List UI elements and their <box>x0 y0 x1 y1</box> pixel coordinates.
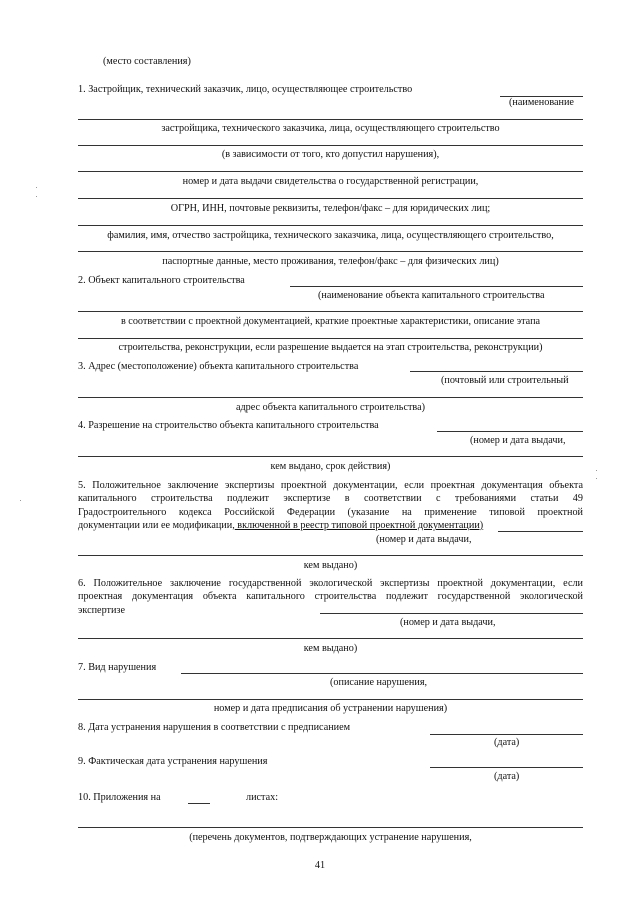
s9-caption-1: (дата) <box>494 771 520 782</box>
s6-line-1: 6. Положительное заключение государственной экологической экспертизы проектной документации, если <box>78 578 583 589</box>
s6-caption-1: (номер и дата выдачи, <box>400 617 496 628</box>
scan-speck <box>20 500 21 501</box>
s10-list-line[interactable] <box>78 827 583 828</box>
s2-caption-3: строительства, реконструкции, если разрешение выдается на этап строительства, реконструкции) <box>118 342 543 353</box>
s2-caption-1: (наименование объекта капитального строительства <box>318 290 545 301</box>
s2-name-line[interactable] <box>290 286 583 287</box>
s9-date-line[interactable] <box>430 767 583 768</box>
scan-speck <box>36 196 37 197</box>
s10-label-2: листах: <box>246 792 279 803</box>
s5-line-4-underlined: включенной в реестр типовой проектной документации) <box>234 519 484 531</box>
s3-line-2[interactable] <box>78 397 583 398</box>
page-number: 41 <box>314 860 326 871</box>
s7-caption-1: (описание нарушения, <box>330 677 428 688</box>
s8-label: 8. Дата устранения нарушения в соответствии с предписанием <box>78 722 351 733</box>
scan-speck <box>596 478 597 479</box>
s1-caption-6: фамилия, имя, отчество застройщика, технического заказчика, лица, осуществляющего строительство, <box>107 230 554 241</box>
s5-line-4-start: документации или ее модификации, <box>78 519 235 531</box>
s6-line-2: проектная документация объекта капитального строительства подлежит государственной экологической <box>78 591 583 603</box>
s1-label: 1. Застройщик, технический заказчик, лицо, осуществляющее строительство <box>78 84 413 95</box>
s2-caption-2: в соответствии с проектной документацией, краткие проектные характеристики, описание этапа <box>120 316 541 327</box>
s5-line-2-field[interactable] <box>78 555 583 556</box>
s10-label: 10. Приложения на <box>78 792 161 803</box>
s6-conclusion-line[interactable] <box>320 613 583 614</box>
s10-sheets-line[interactable] <box>188 803 210 804</box>
s5-caption-2: кем выдано) <box>303 560 358 571</box>
s4-line-2[interactable] <box>78 456 583 457</box>
s5-paragraph <box>78 479 583 532</box>
s1-caption-7: паспортные данные, место проживания, телефон/факс – для физических лиц) <box>162 256 499 267</box>
s7-line-2[interactable] <box>78 699 583 700</box>
s3-caption-1: (почтовый или строительный <box>441 375 569 386</box>
s6-paragraph <box>78 577 583 617</box>
s1-caption-3: (в зависимости от того, кто допустил нарушения), <box>221 149 440 160</box>
s5-line-3: Градостроительного кодекса Российской Федерации (указание на применение типовой проектной <box>78 506 583 518</box>
s1-line-6[interactable] <box>78 225 583 226</box>
s6-line-2-field[interactable] <box>78 638 583 639</box>
s6-line-3: экспертизе <box>78 604 125 616</box>
s7-label: 7. Вид нарушения <box>78 662 157 673</box>
s4-label: 4. Разрешение на строительство объекта капитального строительства <box>78 420 379 431</box>
s3-label: 3. Адрес (местоположение) объекта капитального строительства <box>78 361 359 372</box>
s4-caption-2: кем выдано, срок действия) <box>270 461 391 472</box>
s1-line-7[interactable] <box>78 251 583 252</box>
s9-label: 9. Фактическая дата устранения нарушения <box>78 756 268 767</box>
s3-address-line[interactable] <box>410 371 583 372</box>
s5-line-1: 5. Положительное заключение экспертизы проектной документации, если проектная документация объекта <box>78 480 583 491</box>
s2-line-3[interactable] <box>78 338 583 339</box>
s1-line-3[interactable] <box>78 145 583 146</box>
s4-caption-1: (номер и дата выдачи, <box>470 435 566 446</box>
scan-speck <box>36 187 37 188</box>
s3-caption-2: адрес объекта капитального строительства) <box>235 402 426 413</box>
s1-line-5[interactable] <box>78 198 583 199</box>
s1-caption-2: застройщика, технического заказчика, лица, осуществляющего строительство <box>161 123 500 134</box>
s2-label: 2. Объект капитального строительства <box>78 275 245 286</box>
s1-caption-1: (наименование <box>509 97 574 108</box>
s1-line-4[interactable] <box>78 171 583 172</box>
s7-caption-2: номер и дата предписания об устранении нарушения) <box>213 703 448 714</box>
s2-line-2[interactable] <box>78 311 583 312</box>
scan-speck <box>596 470 597 471</box>
s1-caption-4: номер и дата выдачи свидетельства о государственной регистрации, <box>182 176 479 187</box>
s8-date-line[interactable] <box>430 734 583 735</box>
s5-line-2: капитального строительства подлежит экспертизе в соответствии с требованиями статьи 49 <box>78 493 583 505</box>
s5-caption-1: (номер и дата выдачи, <box>376 534 472 545</box>
s10-caption-1: (перечень документов, подтверждающих устранение нарушения, <box>189 832 472 843</box>
s4-permit-line[interactable] <box>437 431 583 432</box>
s1-line-2[interactable] <box>78 119 583 120</box>
s8-caption-1: (дата) <box>494 737 520 748</box>
place-caption: (место составления) <box>103 56 191 67</box>
s5-conclusion-line[interactable] <box>498 531 583 532</box>
s7-violation-line[interactable] <box>181 673 583 674</box>
s6-caption-2: кем выдано) <box>303 643 358 654</box>
s1-caption-5: ОГРН, ИНН, почтовые реквизиты, телефон/факс – для юридических лиц; <box>170 203 491 214</box>
